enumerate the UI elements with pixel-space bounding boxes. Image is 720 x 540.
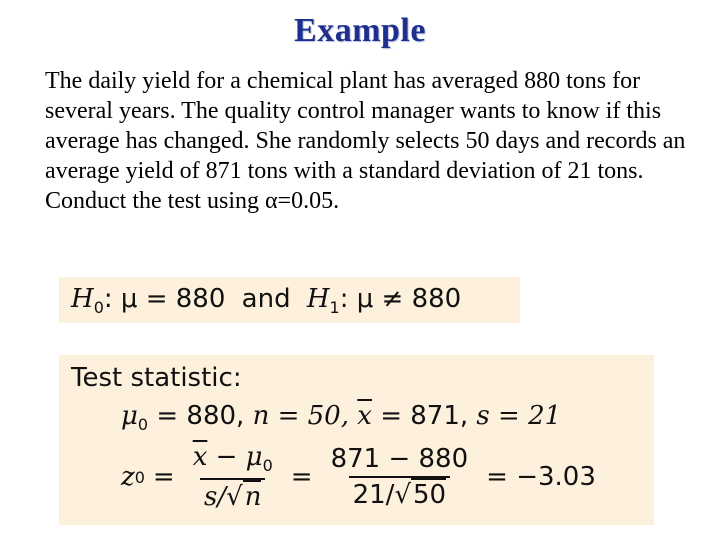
- problem-statement: The daily yield for a chemical plant has averaged 880 tons for several years. The quality control manager wants to know if this average has changed. She randomly selects 50 days and records an average yield of 871 tons with a standard deviation of 21 tons. Conduct the test using α=0.05.: [45, 68, 686, 214]
- z-result: = −3.03: [486, 462, 596, 492]
- slide-title: Example: [294, 12, 426, 49]
- test-statistic-heading: Test statistic:: [71, 363, 242, 393]
- hypotheses-box: [59, 277, 520, 323]
- numeric-fraction: $\frac{871 - 880}{21/√50}$: [330, 444, 469, 510]
- hypotheses-line: $H_0$: μ = 880 and $H_1$: μ ≠ 880: [71, 284, 462, 318]
- formula-fraction: $\frac{\overline{x} - \mu_0}{s/√n}$: [192, 442, 273, 512]
- test-statistic-box: [59, 355, 654, 525]
- given-values-line: $\mu_0 = 880$, n = 50, $\overline{x} = 871$, s = 21: [121, 401, 562, 435]
- z-statistic-formula: z 0 = $\frac{\overline{x} - \mu_0}{s/√n}$ = $\frac{871 - 880}{21/√50}$ = −3.03: [121, 442, 596, 512]
